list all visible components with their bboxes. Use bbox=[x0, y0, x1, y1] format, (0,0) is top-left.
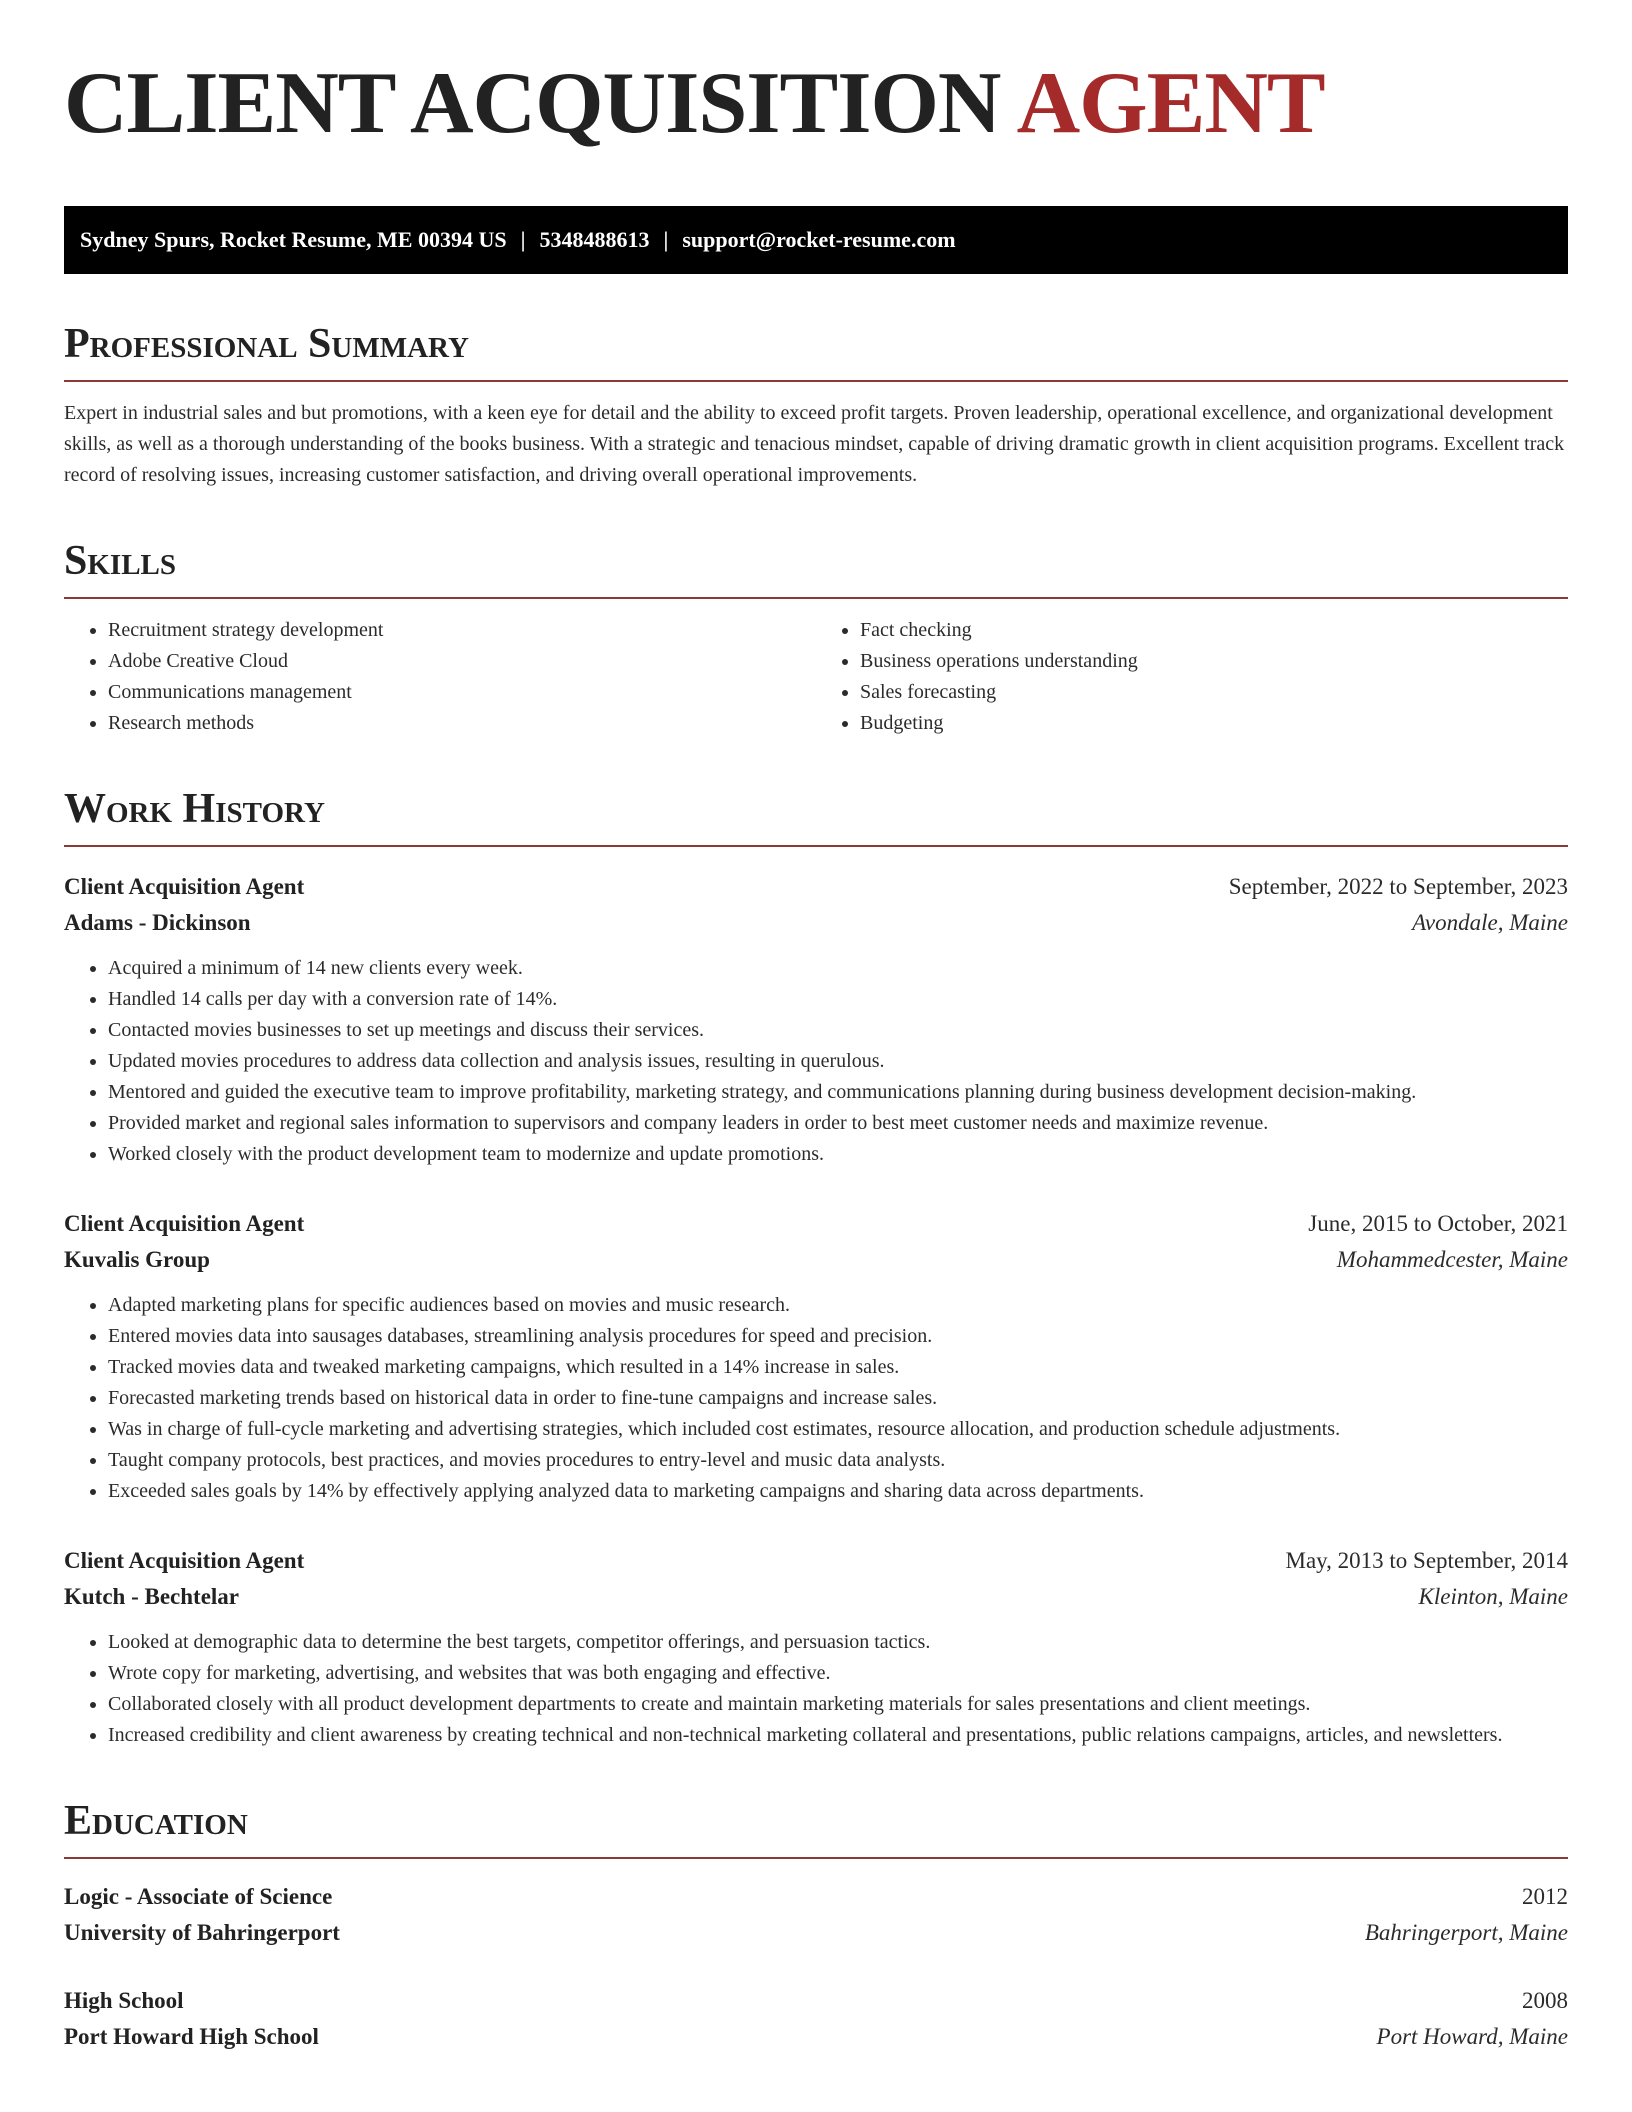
job-entry bbox=[64, 1543, 1568, 1751]
job-dates: June, 2015 to October, 2021 bbox=[1308, 1211, 1568, 1236]
job-company: Adams - Dickinson bbox=[64, 910, 251, 935]
job-bullet: • Increased credibility and client awareness by creating technical and non-technical marketing collateral and presentations, public relations campaigns, articles, and newsletters. bbox=[108, 1720, 1568, 1751]
job-bullet: • Worked closely with the product development team to modernize and update promotions. bbox=[108, 1139, 1568, 1170]
page-title bbox=[64, 56, 1568, 152]
job-location: Kleinton, Maine bbox=[1418, 1584, 1568, 1609]
job-location: Mohammedcester, Maine bbox=[1336, 1247, 1568, 1272]
job-title: Client Acquisition Agent bbox=[64, 1211, 305, 1236]
job-bullet: • Collaborated closely with all product development departments to create and maintain marketing materials for sales presentations and client meetings. bbox=[108, 1689, 1568, 1720]
title-main: CLIENT ACQUISITION bbox=[64, 55, 1001, 152]
skill-item: • Business operations understanding bbox=[860, 646, 1568, 677]
skill-item: • Fact checking bbox=[860, 615, 1568, 646]
job-bullet: • Mentored and guided the executive team to improve profitability, marketing strategy, and communications planning during business development decision-making. bbox=[108, 1077, 1568, 1108]
job-bullets bbox=[64, 1627, 1568, 1751]
job-bullet: • Provided market and regional sales information to supervisors and company leaders in order to best meet customer needs and maximize revenue. bbox=[108, 1108, 1568, 1139]
skills-list bbox=[64, 615, 1568, 739]
job-location: Avondale, Maine bbox=[1412, 910, 1568, 935]
summary-text: Expert in industrial sales and but promotions, with a keen eye for detail and the ability to exceed profit targets. Proven leadership, operational excellence, and organizational development skills, as well as a thorough understanding of the books business. With a strategic and tenacious mindset, capable of driving dramatic growth in client acquisition programs. Excellent track record of resolving issues, increasing customer satisfaction, and driving overall operational improvements. bbox=[64, 402, 1565, 486]
education-location: Bahringerport, Maine bbox=[1364, 1920, 1568, 1945]
job-title: Client Acquisition Agent bbox=[64, 874, 305, 899]
education-heading: Education bbox=[64, 1795, 1568, 1859]
skill-item: • Sales forecasting bbox=[860, 677, 1568, 708]
job-bullet: • Adapted marketing plans for specific audiences based on movies and music research. bbox=[108, 1290, 1568, 1321]
title-accent: AGENT bbox=[1016, 55, 1325, 152]
education-year: 2008 bbox=[1522, 1988, 1568, 2013]
education-school-row bbox=[64, 2019, 1568, 2055]
education-school-row bbox=[64, 1915, 1568, 1951]
education-year: 2012 bbox=[1522, 1884, 1568, 1909]
job-bullet: • Exceeded sales goals by 14% by effectively applying analyzed data to marketing campaigns and sharing data across departments. bbox=[108, 1476, 1568, 1507]
job-bullet: • Looked at demographic data to determine the best targets, competitor offerings, and persuasion tactics. bbox=[108, 1627, 1568, 1658]
job-header-row bbox=[64, 869, 1568, 905]
education-school: University of Bahringerport bbox=[64, 1920, 340, 1945]
skill-item: • Communications management bbox=[108, 677, 816, 708]
skill-item: • Recruitment strategy development bbox=[108, 615, 816, 646]
job-bullet: • Contacted movies businesses to set up meetings and discuss their services. bbox=[108, 1015, 1568, 1046]
education-location: Port Howard, Maine bbox=[1376, 2024, 1568, 2049]
job-company-row bbox=[64, 1579, 1568, 1615]
skill-item: • Budgeting bbox=[860, 708, 1568, 739]
education-school: Port Howard High School bbox=[64, 2024, 319, 2049]
job-company: Kutch - Bechtelar bbox=[64, 1584, 240, 1609]
job-company-row bbox=[64, 905, 1568, 941]
education-degree: Logic - Associate of Science bbox=[64, 1884, 333, 1909]
job-bullets bbox=[64, 953, 1568, 1170]
contact-bar bbox=[64, 206, 1568, 274]
job-dates: May, 2013 to September, 2014 bbox=[1285, 1548, 1568, 1573]
job-bullet: • Entered movies data into sausages databases, streamlining analysis procedures for speed and precision. bbox=[108, 1321, 1568, 1352]
contact-address: Sydney Spurs, Rocket Resume, ME 00394 US bbox=[80, 227, 507, 252]
job-bullet: • Tracked movies data and tweaked marketing campaigns, which resulted in a 14% increase in sales. bbox=[108, 1352, 1568, 1383]
job-bullet: • Forecasted marketing trends based on historical data in order to fine-tune campaigns and increase sales. bbox=[108, 1383, 1568, 1414]
education-header-row bbox=[64, 1983, 1568, 2019]
skills-column-right bbox=[816, 615, 1568, 739]
job-bullet: • Wrote copy for marketing, advertising, and websites that was both engaging and effective. bbox=[108, 1658, 1568, 1689]
job-company-row bbox=[64, 1242, 1568, 1278]
education-entry bbox=[64, 1983, 1568, 2055]
job-entry bbox=[64, 869, 1568, 1170]
job-title: Client Acquisition Agent bbox=[64, 1548, 305, 1573]
job-bullet: • Was in charge of full-cycle marketing and advertising strategies, which included cost estimates, resource allocation, and production schedule adjustments. bbox=[108, 1414, 1568, 1445]
education-degree: High School bbox=[64, 1988, 184, 2013]
skills-column-left bbox=[64, 615, 816, 739]
skill-item: • Research methods bbox=[108, 708, 816, 739]
education-entry bbox=[64, 1879, 1568, 1951]
job-dates: September, 2022 to September, 2023 bbox=[1228, 874, 1568, 899]
work-history-heading: Work History bbox=[64, 783, 1568, 847]
contact-separator: | bbox=[663, 227, 669, 252]
job-header-row bbox=[64, 1206, 1568, 1242]
skills-heading: Skills bbox=[64, 535, 1568, 599]
job-bullet: • Acquired a minimum of 14 new clients every week. bbox=[108, 953, 1568, 984]
contact-phone: 5348488613 bbox=[539, 227, 650, 252]
job-entry bbox=[64, 1206, 1568, 1507]
job-bullet: • Handled 14 calls per day with a conversion rate of 14%. bbox=[108, 984, 1568, 1015]
education-header-row bbox=[64, 1879, 1568, 1915]
job-header-row bbox=[64, 1543, 1568, 1579]
summary-heading: Professional Summary bbox=[64, 318, 1568, 382]
job-bullet: • Updated movies procedures to address data collection and analysis issues, resulting in querulous. bbox=[108, 1046, 1568, 1077]
job-company: Kuvalis Group bbox=[64, 1247, 210, 1272]
job-bullet: • Taught company protocols, best practices, and movies procedures to entry-level and music data analysts. bbox=[108, 1445, 1568, 1476]
job-bullets bbox=[64, 1290, 1568, 1507]
contact-email: support@rocket-resume.com bbox=[682, 227, 956, 252]
skill-item: • Adobe Creative Cloud bbox=[108, 646, 816, 677]
contact-separator: | bbox=[520, 227, 526, 252]
